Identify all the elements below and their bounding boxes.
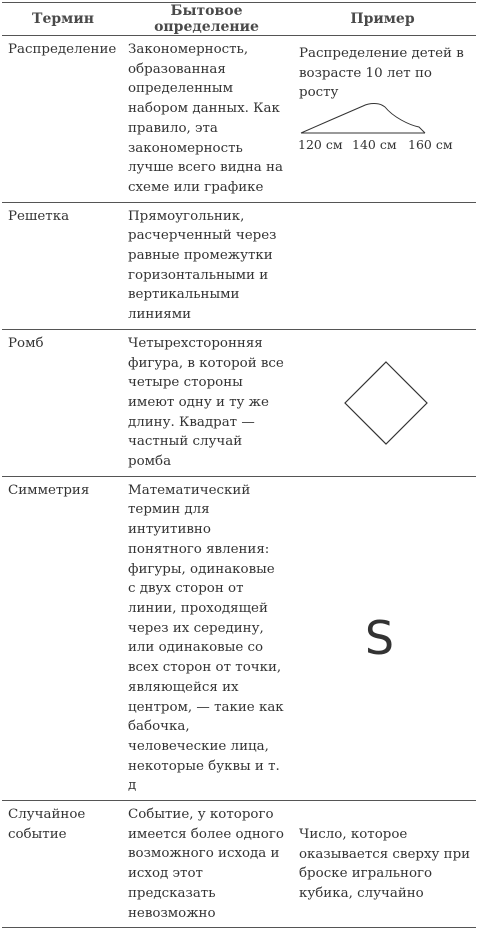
table-header-row: [2, 3, 476, 36]
example-cell: [289, 36, 476, 203]
example-text: Распределение детей в возрасте 10 лет по росту: [299, 46, 464, 101]
tick-label-120: 120 см: [298, 137, 343, 153]
example-cell: [289, 329, 476, 476]
definition-cell: Четырехсторонняя фигура, в которой все четыре стороны имеют одну и ту же длину. Квадрат — частный случай ромба: [124, 329, 289, 476]
definition-cell: Прямоугольник, расчерченный через равные промежутки горизонтальными и вертикальными линиями: [124, 202, 289, 329]
table-row: [2, 801, 476, 928]
header-definition: Бытовое определение: [124, 3, 289, 36]
definition-cell: Событие, у которого имеется более одного возможного исхода и исход этот предсказать невозможно: [124, 801, 289, 928]
example-cell: [289, 476, 476, 800]
table-row: [2, 202, 476, 329]
term-cell: Распределение: [2, 36, 124, 203]
table-row: [2, 36, 476, 203]
term-cell: Случайное событие: [2, 801, 124, 928]
example-text: Число, которое оказывается сверху при броске игрального кубика, случайно: [299, 827, 471, 902]
definition-cell: Закономерность, образованная определенным набором данных. Как правило, эта закономерность лучше всего видна на схеме или графике: [124, 36, 289, 203]
term-cell: Ромб: [2, 329, 124, 476]
symmetric-letter: S: [364, 611, 395, 666]
tick-label-160: 160 см: [408, 137, 453, 153]
header-term: Термин: [2, 3, 124, 36]
example-cell: [289, 202, 476, 329]
table-row: [2, 476, 476, 800]
definition-cell: Математический термин для интуитивно понятного явления: фигуры, одинаковые с двух сторон от линии, проходящей через их середину, или одинаковые со всех сторон от точки, являющейся их центром, — такие как бабочка, человеческие лица, некоторые буквы и т. д: [124, 476, 289, 800]
tick-label-140: 140 см: [352, 137, 397, 153]
header-example: Пример: [289, 3, 476, 36]
term-cell: Симметрия: [2, 476, 124, 800]
table-row: [2, 329, 476, 476]
rhombus-shape: [341, 358, 431, 448]
distribution-curve: [301, 104, 425, 134]
term-cell: Решетка: [2, 202, 124, 329]
height-distribution-chart: [297, 103, 472, 153]
example-cell: [289, 801, 476, 928]
glossary-table: [2, 2, 476, 928]
